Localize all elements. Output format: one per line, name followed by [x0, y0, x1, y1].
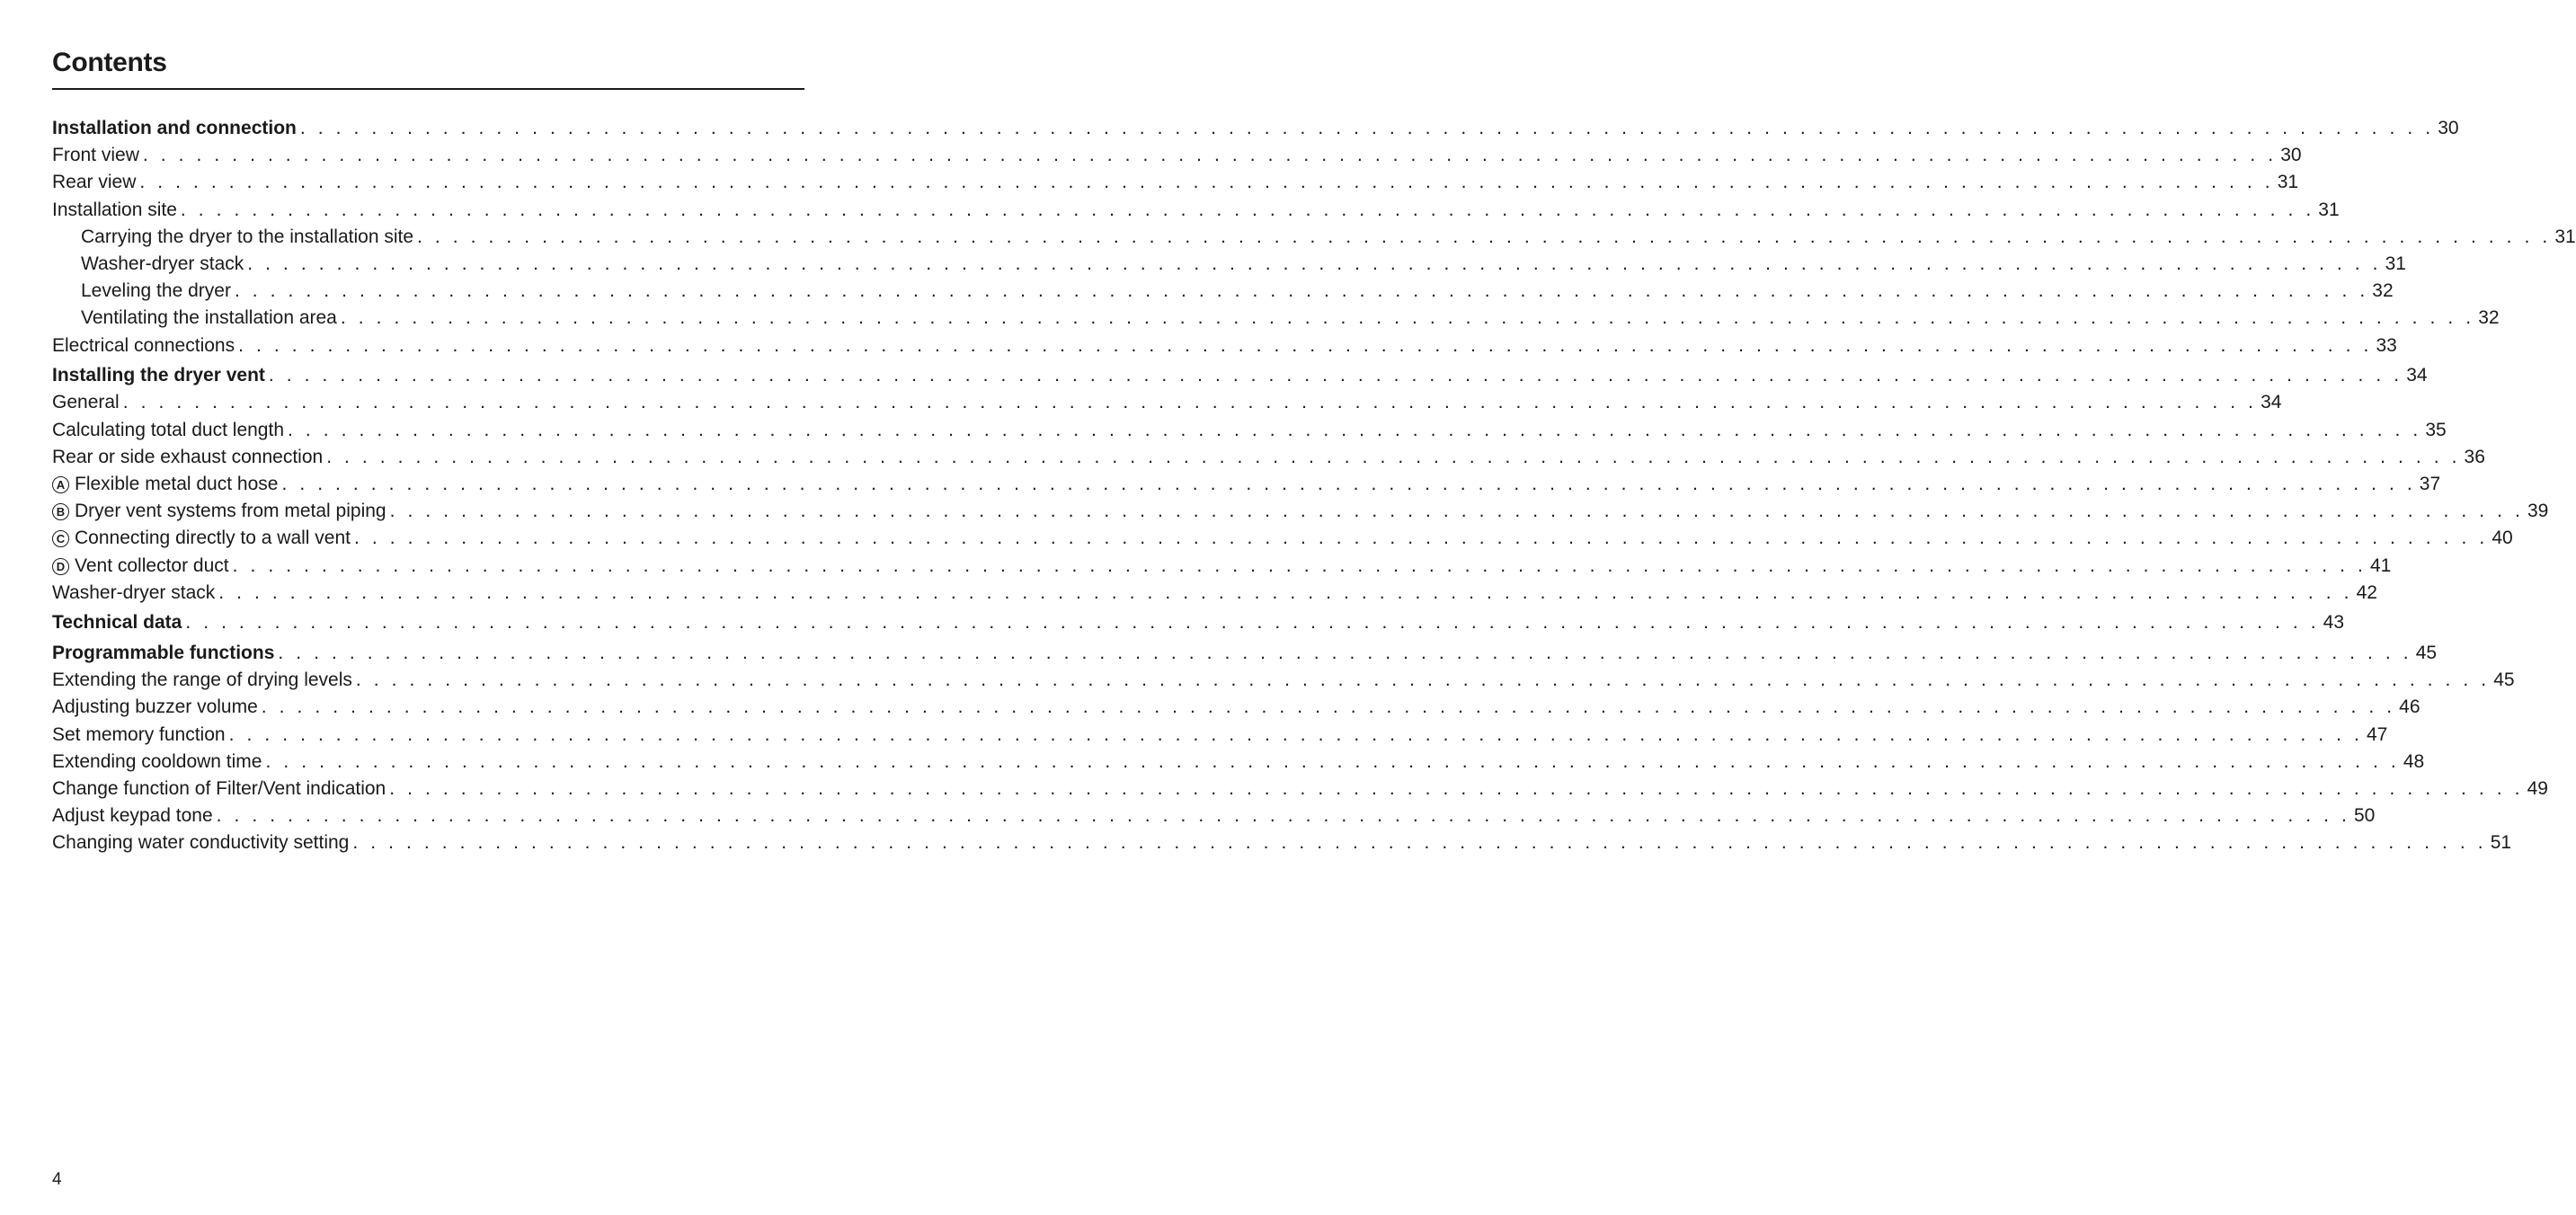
toc-entry-text: Change function of Filter/Vent indication	[52, 778, 386, 799]
dot-leader: . . . . . . . . . . . . . . . . . . . . . . . . . . . . . . . . . . . . . . . . . . . . . . . . . . . . . . . . . . . . . . . . . . . . . . . . . . . . . . . . . . . . . . . . . . . . . . . . . . . . . . . . . . . . . . . . . . . . . . . .	[354, 528, 2489, 549]
toc-entry[interactable]	[52, 305, 2500, 332]
toc-page-number: 48	[2403, 750, 2425, 772]
dot-leader: . . . . . . . . . . . . . . . . . . . . . . . . . . . . . . . . . . . . . . . . . . . . . . . . . . . . . . . . . . . . . . . . . . . . . . . . . . . . . . . . . . . . . . . . . . . . . . . . . . . . . . . . . . . . . . . . . . . . . . . .	[326, 446, 2461, 467]
toc-entry-label	[52, 169, 136, 196]
toc-entry[interactable]	[52, 803, 2376, 829]
toc-entry-label	[81, 251, 244, 278]
toc-page-number: 37	[2419, 473, 2441, 494]
toc-page-number: 40	[2492, 528, 2513, 549]
toc-page-number: 45	[2493, 670, 2515, 691]
toc-entry-text: Installing the dryer vent	[52, 365, 265, 386]
dot-leader: . . . . . . . . . . . . . . . . . . . . . . . . . . . . . . . . . . . . . . . . . . . . . . . . . . . . . . . . . . . . . . . . . . . . . . . . . . . . . . . . . . . . . . . . . . . . . . . . . . . . . . . . . . . . . . . . . . . . . . . .	[142, 145, 2278, 166]
dot-leader: . . . . . . . . . . . . . . . . . . . . . . . . . . . . . . . . . . . . . . . . . . . . . . . . . . . . . . . . . . . . . . . . . . . . . . . . . . . . . . . . . . . . . . . . . . . . . . . . . . . . . . . . . . . . . . . . . . . . . . . .	[281, 473, 2416, 494]
toc-page-number: 51	[2490, 832, 2512, 854]
toc-entry-text: Carrying the dryer to the installation site	[81, 226, 414, 247]
toc-entry-text: Vent collector duct	[75, 554, 229, 576]
toc-entry-label	[81, 305, 337, 332]
toc-page-number: 31	[2385, 253, 2406, 274]
toc-entry-label	[81, 278, 231, 305]
circled-letter-icon: B	[52, 503, 69, 520]
dot-leader: . . . . . . . . . . . . . . . . . . . . . . . . . . . . . . . . . . . . . . . . . . . . . . . . . . . . . . . . . . . . . . . . . . . . . . . . . . . . . . . . . . . . . . . . . . . . . . . . . . . . . . . . . . . . . . . . . . . . . . . .	[218, 581, 2353, 603]
circled-letter-icon: C	[52, 530, 69, 547]
toc-entry-text: Rear view	[52, 172, 137, 193]
toc-entry-label	[52, 580, 215, 607]
toc-entry-label	[52, 498, 386, 525]
toc-entry-label	[52, 667, 352, 694]
toc-page-number: 34	[2406, 365, 2428, 386]
dot-leader: . . . . . . . . . . . . . . . . . . . . . . . . . . . . . . . . . . . . . . . . . . . . . . . . . . . . . . . . . . . . . . . . . . . . . . . . . . . . . . . . . . . . . . . . . . . . . . . . . . . . . . . . . . . . . . . . . . . . . . . .	[247, 253, 2382, 274]
toc-entry-text: Washer-dryer stack	[52, 581, 216, 603]
dot-leader: . . . . . . . . . . . . . . . . . . . . . . . . . . . . . . . . . . . . . . . . . . . . . . . . . . . . . . . . . . . . . . . . . . . . . . . . . . . . . . . . . . . . . . . . . . . . . . . . . . . . . . . . . . . . . . . . . . . . . . . .	[122, 392, 2258, 413]
toc-page-number: 36	[2464, 446, 2485, 467]
toc-page-number: 33	[2376, 334, 2397, 356]
toc-entry[interactable]	[52, 694, 2421, 721]
dot-leader: . . . . . . . . . . . . . . . . . . . . . . . . . . . . . . . . . . . . . . . . . . . . . . . . . . . . . . . . . . . . . . . . . . . . . . . . . . . . . . . . . . . . . . . . . . . . . . . . . . . . . . . . . . . . . . . . . . . . . . . .	[238, 334, 2373, 356]
toc-entry[interactable]	[52, 580, 2377, 607]
toc-entry-label	[52, 417, 284, 444]
toc-page-number: 47	[2366, 723, 2388, 745]
toc-page-number: 45	[2415, 643, 2438, 664]
toc-page-number: 42	[2356, 581, 2377, 603]
toc-entry-label	[52, 640, 274, 667]
toc-entry-text: Extending the range of drying levels	[52, 670, 352, 691]
circled-letter-icon: D	[52, 558, 69, 575]
toc-page-number: 49	[2527, 778, 2548, 799]
dot-leader: . . . . . . . . . . . . . . . . . . . . . . . . . . . . . . . . . . . . . . . . . . . . . . . . . . . . . . . . . . . . . . . . . . . . . . . . . . . . . . . . . . . . . . . . . . . . . . . . . . . . . . . . . . . . . . . . . . . . . . . .	[389, 778, 2524, 799]
dot-leader: . . . . . . . . . . . . . . . . . . . . . . . . . . . . . . . . . . . . . . . . . . . . . . . . . . . . . . . . . . . . . . . . . . . . . . . . . . . . . . . . . . . . . . . . . . . . . . . . . . . . . . . . . . . . . . . . . . . . . . . .	[139, 172, 2274, 193]
dot-leader: . . . . . . . . . . . . . . . . . . . . . . . . . . . . . . . . . . . . . . . . . . . . . . . . . . . . . . . . . . . . . . . . . . . . . . . . . . . . . . . . . . . . . . . . . . . . . . . . . . . . . . . . . . . . . . . . . . . . . . . .	[355, 670, 2491, 691]
dot-leader: . . . . . . . . . . . . . . . . . . . . . . . . . . . . . . . . . . . . . . . . . . . . . . . . . . . . . . . . . . . . . . . . . . . . . . . . . . . . . . . . . . . . . . . . . . . . . . . . . . . . . . . . . . . . . . . . . . . . . . . .	[278, 643, 2412, 664]
toc-page-number: 46	[2399, 696, 2421, 718]
toc-entry-label	[52, 115, 297, 142]
dot-leader: . . . . . . . . . . . . . . . . . . . . . . . . . . . . . . . . . . . . . . . . . . . . . . . . . . . . . . . . . . . . . . . . . . . . . . . . . . . . . . . . . . . . . . . . . . . . . . . . . . . . . . . . . . . . . . . . . . . . . . . .	[180, 199, 2315, 220]
toc-entry[interactable]	[52, 333, 2397, 359]
dot-leader: . . . . . . . . . . . . . . . . . . . . . . . . . . . . . . . . . . . . . . . . . . . . . . . . . . . . . . . . . . . . . . . . . . . . . . . . . . . . . . . . . . . . . . . . . . . . . . . . . . . . . . . . . . . . . . . . . . . . . . . .	[268, 365, 2403, 386]
toc-section-heading[interactable]	[52, 640, 2438, 667]
toc-section-heading[interactable]	[52, 115, 2459, 142]
toc-entry-text: Extending cooldown time	[52, 750, 262, 772]
toc-entry[interactable]	[52, 444, 2485, 471]
toc-section-heading[interactable]	[52, 609, 2345, 636]
toc-entry[interactable]	[52, 197, 2340, 224]
toc-entry-label	[52, 609, 182, 636]
toc-entry-text: Electrical connections	[52, 334, 235, 356]
toc-entry-text: Leveling the dryer	[81, 280, 231, 302]
toc-entry[interactable]	[52, 417, 2447, 444]
toc-entry-label	[52, 722, 226, 749]
toc-entry-label	[52, 362, 265, 389]
toc-entry-label	[52, 776, 386, 803]
toc-entry-text: Installation site	[52, 199, 177, 220]
dot-leader: . . . . . . . . . . . . . . . . . . . . . . . . . . . . . . . . . . . . . . . . . . . . . . . . . . . . . . . . . . . . . . . . . . . . . . . . . . . . . . . . . . . . . . . . . . . . . . . . . . . . . . . . . . . . . . . . . . . . . . . .	[261, 696, 2396, 718]
toc-entry-label	[81, 224, 413, 251]
toc-entry-text: Adjusting buzzer volume	[52, 696, 258, 718]
title-divider	[52, 88, 804, 90]
toc-entry[interactable]	[52, 278, 2394, 305]
toc-entry[interactable]	[52, 722, 2388, 749]
toc-page-number: 50	[2353, 805, 2376, 827]
toc-entry-text: General	[52, 392, 120, 413]
toc-entry-label	[52, 333, 235, 359]
toc-entry-label	[52, 803, 213, 829]
toc-page-number: 35	[2425, 419, 2447, 440]
dot-leader: . . . . . . . . . . . . . . . . . . . . . . . . . . . . . . . . . . . . . . . . . . . . . . . . . . . . . . . . . . . . . . . . . . . . . . . . . . . . . . . . . . . . . . . . . . . . . . . . . . . . . . . . . . . . . . . . . . . . . . . .	[185, 612, 2320, 634]
toc-page-number: 31	[2554, 226, 2576, 247]
toc-page-number: 41	[2369, 554, 2392, 576]
dot-leader: . . . . . . . . . . . . . . . . . . . . . . . . . . . . . . . . . . . . . . . . . . . . . . . . . . . . . . . . . . . . . . . . . . . . . . . . . . . . . . . . . . . . . . . . . . . . . . . . . . . . . . . . . . . . . . . . . . . . . . . .	[299, 118, 2435, 138]
toc-entry-label	[52, 749, 262, 776]
toc-entry-text: Flexible metal duct hose	[75, 473, 279, 494]
toc-page-number: 34	[2261, 392, 2282, 413]
toc-entry-label	[52, 197, 177, 224]
dot-leader: . . . . . . . . . . . . . . . . . . . . . . . . . . . . . . . . . . . . . . . . . . . . . . . . . . . . . . . . . . . . . . . . . . . . . . . . . . . . . . . . . . . . . . . . . . . . . . . . . . . . . . . . . . . . . . . . . . . . . . . .	[340, 307, 2475, 329]
toc-entry[interactable]	[52, 389, 2282, 416]
toc-entry-label	[52, 471, 278, 498]
toc-page-number: 32	[2478, 307, 2500, 329]
toc-entry[interactable]	[52, 142, 2302, 169]
toc-entry-text: Adjust keypad tone	[52, 805, 213, 827]
toc-page-number: 30	[2438, 118, 2459, 138]
toc-entry[interactable]	[52, 471, 2441, 498]
toc-entry-text: Set memory function	[52, 723, 226, 745]
toc-entry[interactable]	[52, 525, 2513, 552]
toc-entry-text: Rear or side exhaust connection	[52, 446, 324, 467]
toc-entry-text: Connecting directly to a wall vent	[75, 528, 351, 549]
toc-entry[interactable]	[52, 251, 2406, 278]
dot-leader: . . . . . . . . . . . . . . . . . . . . . . . . . . . . . . . . . . . . . . . . . . . . . . . . . . . . . . . . . . . . . . . . . . . . . . . . . . . . . . . . . . . . . . . . . . . . . . . . . . . . . . . . . . . . . . . . . . . . . . . .	[288, 419, 2422, 440]
toc-page-number: 32	[2372, 280, 2394, 302]
toc-entry-text: Programmable functions	[52, 643, 275, 664]
page-number: 4	[52, 1170, 62, 1189]
circled-letter-icon: A	[52, 476, 69, 493]
toc-page-number: 43	[2323, 612, 2345, 634]
toc-entry-text: Ventilating the installation area	[81, 307, 337, 329]
dot-leader: . . . . . . . . . . . . . . . . . . . . . . . . . . . . . . . . . . . . . . . . . . . . . . . . . . . . . . . . . . . . . . . . . . . . . . . . . . . . . . . . . . . . . . . . . . . . . . . . . . . . . . . . . . . . . . . . . . . . . . . .	[232, 554, 2367, 576]
toc-entry[interactable]	[52, 829, 2512, 856]
toc-entry-text: Changing water conductivity setting	[52, 832, 350, 854]
toc-entry[interactable]	[52, 667, 2515, 694]
dot-leader: . . . . . . . . . . . . . . . . . . . . . . . . . . . . . . . . . . . . . . . . . . . . . . . . . . . . . . . . . . . . . . . . . . . . . . . . . . . . . . . . . . . . . . . . . . . . . . . . . . . . . . . . . . . . . . . . . . . . . . . .	[417, 226, 2552, 247]
toc-entry-label	[52, 829, 349, 856]
page-title: Contents	[52, 48, 167, 77]
toc-entry[interactable]	[52, 498, 2549, 525]
toc-entry-label	[52, 444, 323, 471]
toc-entry[interactable]	[52, 169, 2299, 196]
toc-entry-label	[52, 142, 139, 169]
dot-leader: . . . . . . . . . . . . . . . . . . . . . . . . . . . . . . . . . . . . . . . . . . . . . . . . . . . . . . . . . . . . . . . . . . . . . . . . . . . . . . . . . . . . . . . . . . . . . . . . . . . . . . . . . . . . . . . . . . . . . . . .	[265, 750, 2400, 772]
toc-entry-text: Calculating total duct length	[52, 419, 284, 440]
toc-entry-text: Technical data	[52, 612, 182, 634]
dot-leader: . . . . . . . . . . . . . . . . . . . . . . . . . . . . . . . . . . . . . . . . . . . . . . . . . . . . . . . . . . . . . . . . . . . . . . . . . . . . . . . . . . . . . . . . . . . . . . . . . . . . . . . . . . . . . . . . . . . . . . . .	[352, 832, 2487, 854]
dot-leader: . . . . . . . . . . . . . . . . . . . . . . . . . . . . . . . . . . . . . . . . . . . . . . . . . . . . . . . . . . . . . . . . . . . . . . . . . . . . . . . . . . . . . . . . . . . . . . . . . . . . . . . . . . . . . . . . . . . . . . . .	[234, 280, 2369, 302]
toc-page-number: 31	[2277, 172, 2299, 193]
toc-entry-label	[52, 525, 351, 552]
dot-leader: . . . . . . . . . . . . . . . . . . . . . . . . . . . . . . . . . . . . . . . . . . . . . . . . . . . . . . . . . . . . . . . . . . . . . . . . . . . . . . . . . . . . . . . . . . . . . . . . . . . . . . . . . . . . . . . . . . . . . . . .	[216, 805, 2350, 827]
toc-entry[interactable]	[52, 776, 2548, 803]
dot-leader: . . . . . . . . . . . . . . . . . . . . . . . . . . . . . . . . . . . . . . . . . . . . . . . . . . . . . . . . . . . . . . . . . . . . . . . . . . . . . . . . . . . . . . . . . . . . . . . . . . . . . . . . . . . . . . . . . . . . . . . .	[389, 501, 2524, 522]
dot-leader: . . . . . . . . . . . . . . . . . . . . . . . . . . . . . . . . . . . . . . . . . . . . . . . . . . . . . . . . . . . . . . . . . . . . . . . . . . . . . . . . . . . . . . . . . . . . . . . . . . . . . . . . . . . . . . . . . . . . . . . .	[228, 723, 2363, 745]
toc-entry-label	[52, 694, 258, 721]
toc-entry-text: Installation and connection	[52, 118, 297, 138]
toc-section-heading[interactable]	[52, 362, 2428, 389]
toc-entry-text: Front view	[52, 145, 139, 166]
toc-entry[interactable]	[52, 553, 2392, 580]
toc-page-number: 39	[2527, 501, 2549, 522]
toc-entry-label	[52, 389, 120, 416]
toc-entry-text: Washer-dryer stack	[81, 253, 244, 274]
toc-page-number: 31	[2318, 199, 2340, 220]
table-of-contents	[52, 115, 2576, 857]
toc-page-number: 30	[2280, 145, 2302, 166]
toc-entry-label	[52, 553, 229, 580]
toc-entry-text: Dryer vent systems from metal piping	[75, 501, 386, 522]
toc-entry[interactable]	[52, 749, 2425, 776]
toc-entry[interactable]	[52, 224, 2576, 251]
